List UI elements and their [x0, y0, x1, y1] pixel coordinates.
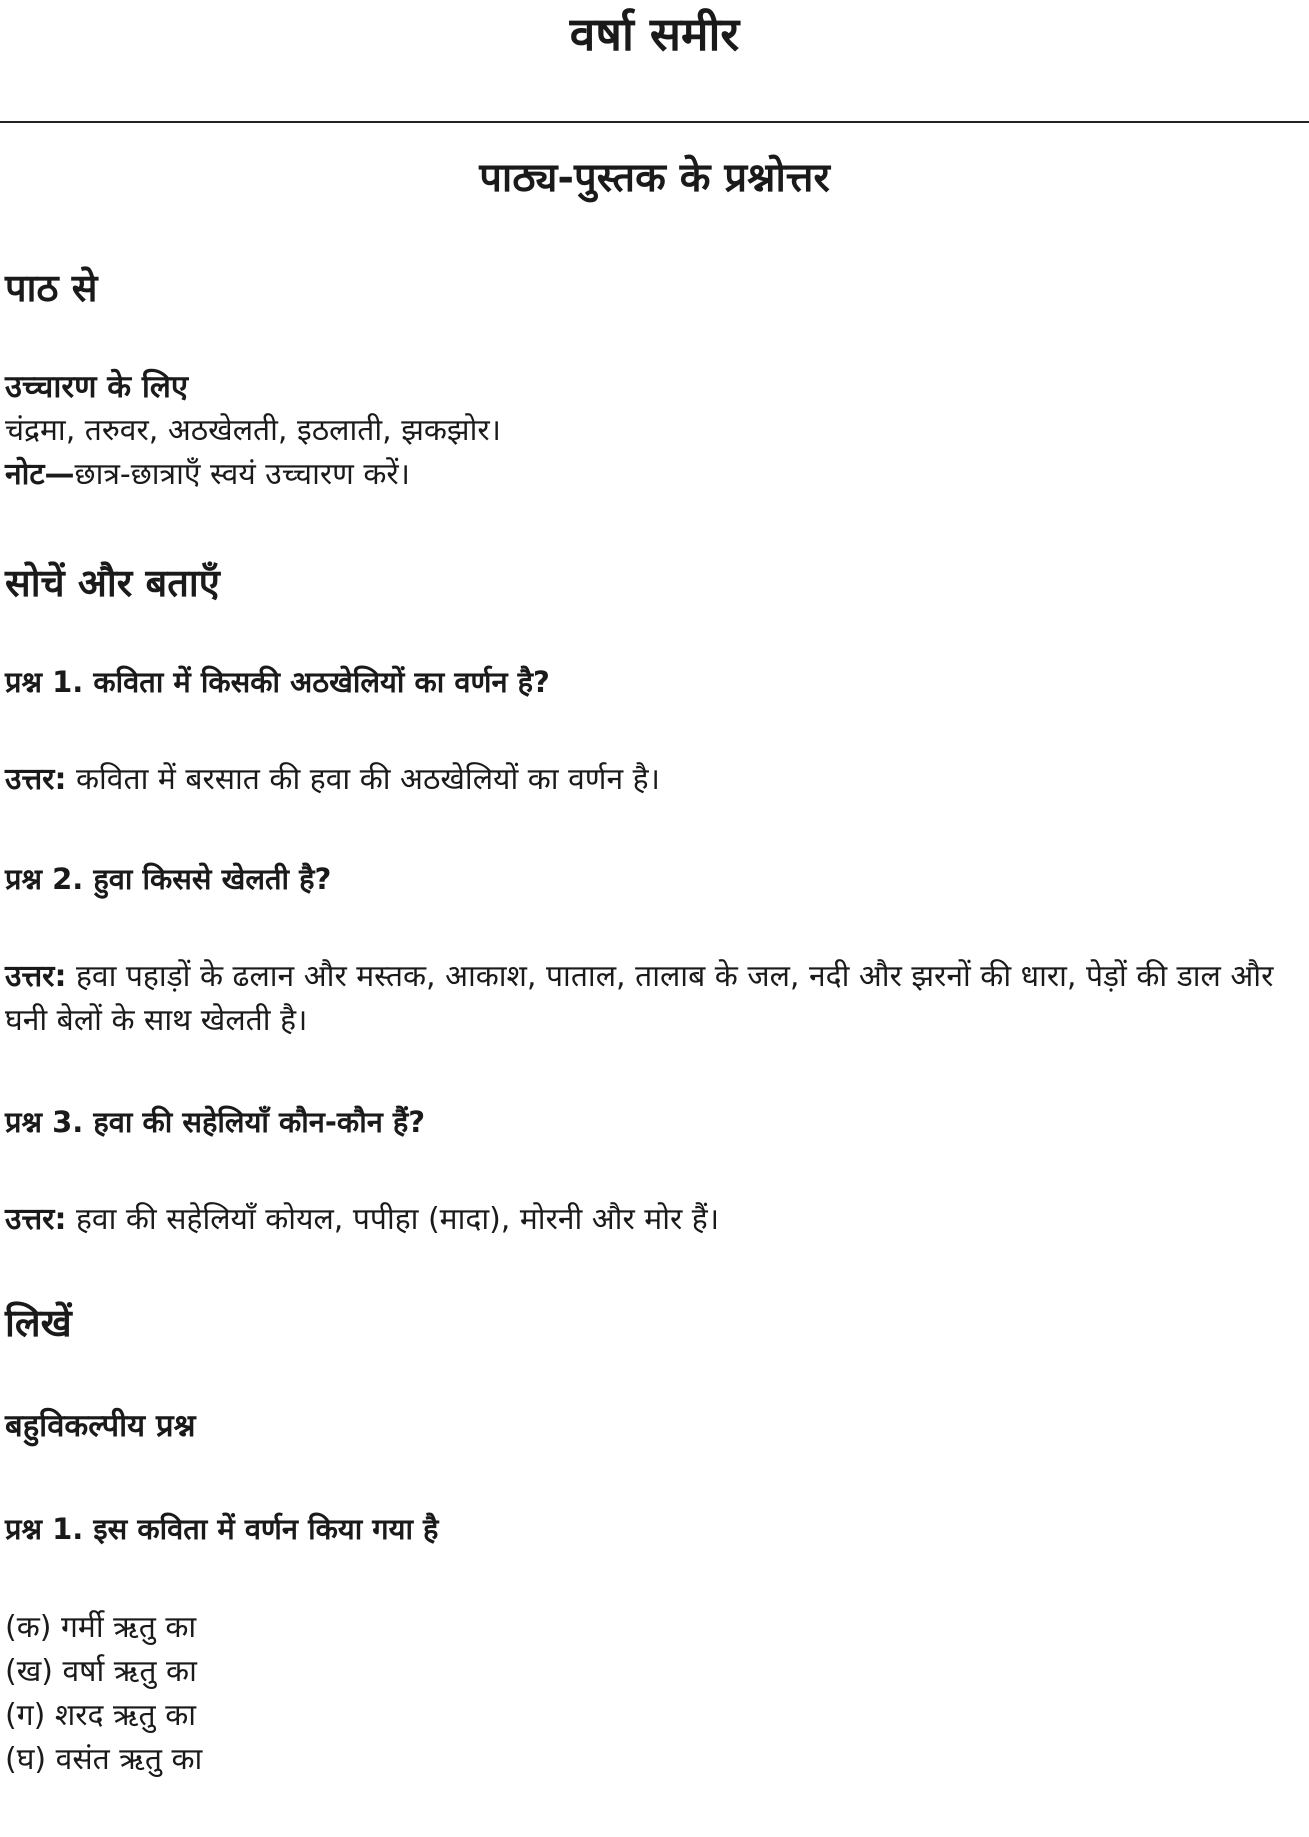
section-heading-soche-batayen: सोचें और बताएँ — [5, 561, 220, 605]
note-text: छात्र-छात्राएँ स्वयं उच्चारण करें। — [74, 457, 411, 492]
section-heading-likhen: लिखें — [5, 1301, 72, 1345]
title-divider — [0, 121, 1309, 123]
mcq-question-1: प्रश्न 1. इस कविता में वर्णन किया गया है — [5, 1512, 439, 1546]
mcq-option-d: (घ) वसंत ऋतु का — [5, 1742, 203, 1777]
mcq-option-b: (ख) वर्षा ऋतु का — [5, 1654, 197, 1689]
pronunciation-words: चंद्रमा, तरुवर, अठखेलती, इठलाती, झकझोर। — [5, 413, 502, 448]
pronunciation-heading: उच्चारण के लिए — [5, 369, 189, 405]
pronunciation-note — [5, 453, 1303, 497]
question-1: प्रश्न 1. कविता में किसकी अठखेलियों का वर्णन है? — [5, 665, 550, 699]
note-label: नोट— — [5, 457, 75, 492]
answer-text: कविता में बरसात की हवा की अठखेलियों का वर्णन है। — [66, 762, 660, 797]
mcq-options — [5, 1606, 1303, 1782]
page-subtitle: पाठ्य-पुस्तक के प्रश्नोत्तर — [479, 155, 830, 201]
answer-label: उत्तर: — [5, 1202, 67, 1237]
answer-3 — [5, 1198, 1303, 1242]
mcq-option-c: (ग) शरद ऋतु का — [5, 1698, 197, 1733]
answer-label: उत्तर: — [5, 959, 67, 994]
answer-1 — [5, 758, 1303, 802]
mcq-option-a: (क) गर्मी ऋतु का — [5, 1610, 197, 1645]
answer-label: उत्तर: — [5, 762, 67, 797]
section-heading-path-se: पाठ से — [5, 266, 98, 310]
page-title: वर्षा समीर — [569, 7, 740, 61]
answer-text: हवा पहाड़ों के ढलान और मस्तक, आकाश, पाताल, तालाब के जल, नदी और झरनों की धारा, पेड़ों की डाल और घनी बेलों के साथ खेलती है। — [5, 959, 1274, 1038]
answer-text: हवा की सहेलियाँ कोयल, पपीहा (मादा), मोरनी और मोर हैं। — [66, 1202, 720, 1237]
pronunciation-block — [5, 365, 1303, 497]
section-heading-mcq: बहुविकल्पीय प्रश्न — [5, 1408, 196, 1444]
question-3: प्रश्न 3. हवा की सहेलियाँ कौन-कौन हैं? — [5, 1105, 426, 1139]
answer-2 — [5, 955, 1303, 1043]
question-2: प्रश्न 2. हुवा किससे खेलती है? — [5, 862, 332, 896]
